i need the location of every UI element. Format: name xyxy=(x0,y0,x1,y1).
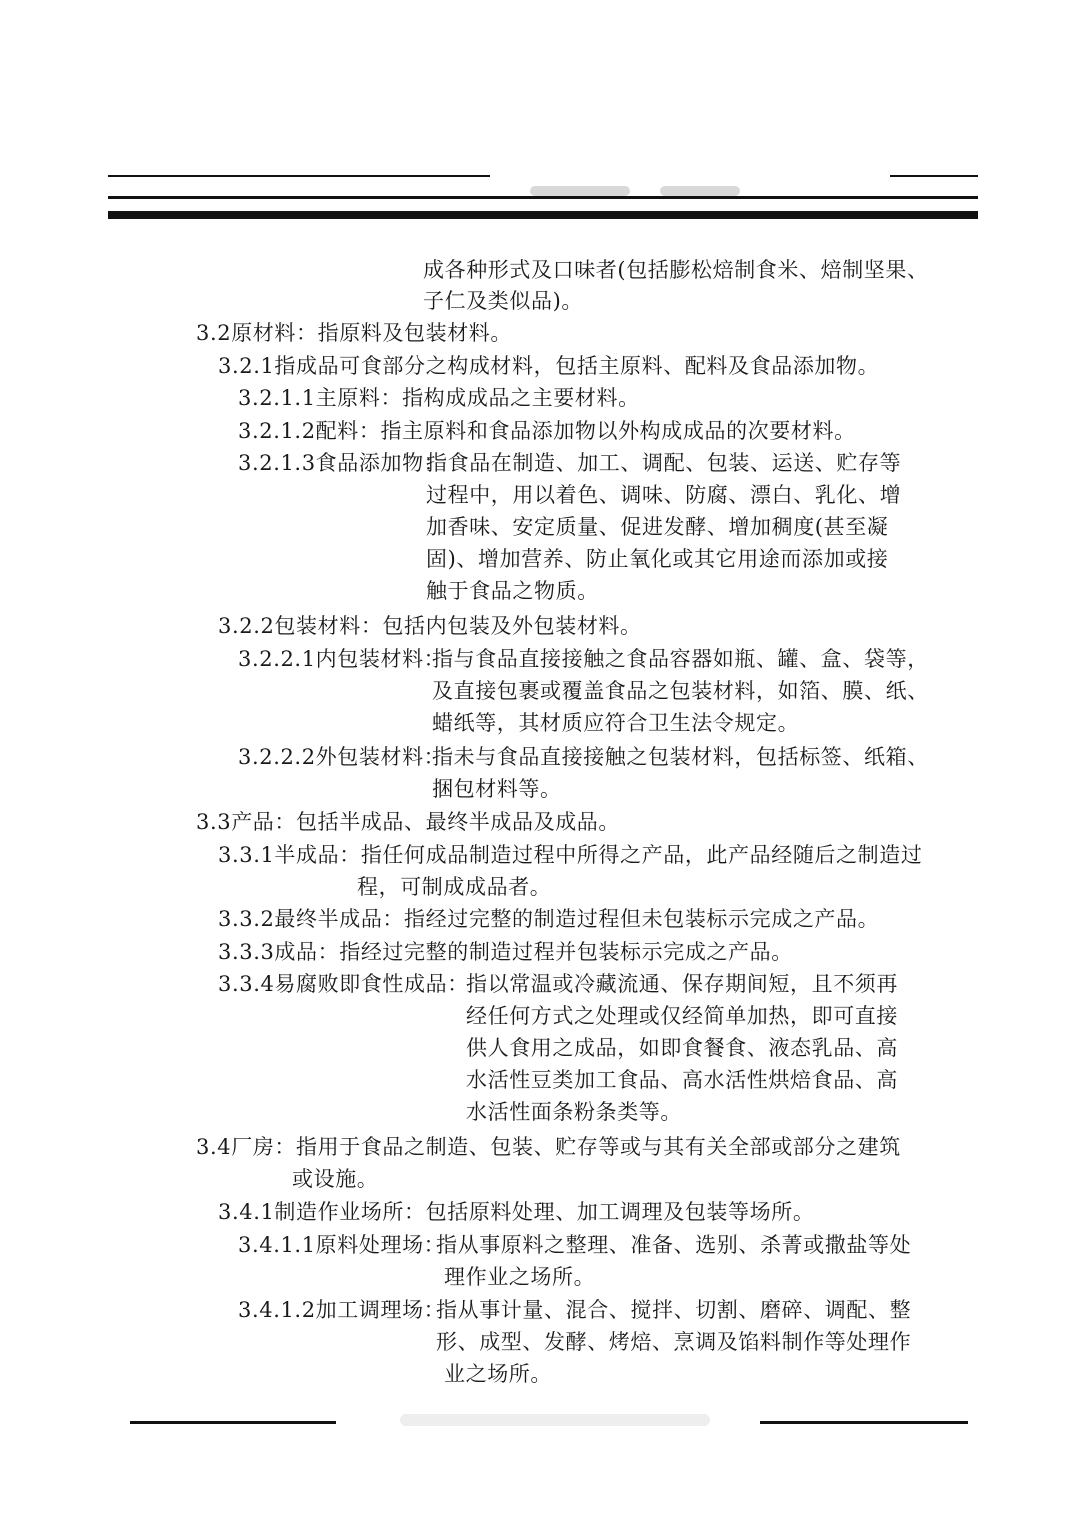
text-line: 过程中，用以着色、调味、防腐、漂白、乳化、增 xyxy=(426,483,902,507)
text-line: 固)、增加营养、防止氧化或其它用途而添加或接 xyxy=(426,547,889,571)
definition-text xyxy=(436,1294,911,1390)
text-line: 指未与食品直接接触之包装材料，包括标签、纸箱、 xyxy=(432,745,929,769)
section-3-2-1: 3.2.1指成品可食部分之构成材料，包括主原料、配料及食品添加物。 xyxy=(218,354,880,378)
section-3-2: 3.2原材料：指原料及包装材料。 xyxy=(196,321,512,345)
section-3-2-1-1: 3.2.1.1主原料：指构成成品之主要材料。 xyxy=(238,386,640,410)
definition-text xyxy=(432,643,929,739)
section-3-2-1-2: 3.2.1.2配料：指主原料和食品添加物以外构成成品的次要材料。 xyxy=(238,419,856,443)
text-line: 供人食用之成品，如即食餐食、液态乳品、高 xyxy=(466,1036,898,1060)
definition-text xyxy=(466,968,898,1128)
text-line: 指以常温或冷藏流通、保存期间短，且不须再 xyxy=(466,972,898,996)
footer-smudge xyxy=(400,1414,710,1426)
section-3-3-2: 3.3.2最终半成品：指经过完整的制造过程但未包装标示完成之产品。 xyxy=(218,907,880,931)
text-line: 或设施。 xyxy=(292,1167,379,1191)
text-line: 及直接包裹或覆盖食品之包装材料，如箔、膜、纸、 xyxy=(432,679,929,703)
text-line: 指从事原料之整理、准备、选别、杀菁或撒盐等处 xyxy=(436,1233,912,1257)
section-3-4: 3.4厂房：指用于食品之制造、包装、贮存等或与其有关全部或部分之建筑 xyxy=(196,1135,901,1159)
section-3-3-1: 3.3.1半成品：指任何成品制造过程中所得之产品，此产品经随后之制造过 xyxy=(218,843,923,867)
text-line: 水活性面条粉条类等。 xyxy=(466,1100,682,1124)
section-3-4-1: 3.4.1制造作业场所：包括原料处理、加工调理及包装等场所。 xyxy=(218,1200,815,1224)
header-rule-thick xyxy=(108,211,978,219)
text-line: 水活性豆类加工食品、高水活性烘焙食品、高 xyxy=(466,1068,898,1092)
text-line: 指与食品直接接触之食品容器如瓶、罐、盒、袋等， xyxy=(432,647,929,671)
text-line: 子仁及类似品)。 xyxy=(423,289,583,313)
section-3-2-2: 3.2.2包装材料：包括内包装及外包装材料。 xyxy=(218,614,642,638)
header-smudge xyxy=(530,186,630,196)
header-rule-thin xyxy=(108,196,978,199)
definition-text xyxy=(432,741,929,805)
section-label: 3.2.1.3食品添加物： xyxy=(238,451,446,475)
text-line: 触于食品之物质。 xyxy=(426,579,599,603)
text-line: 业之场所。 xyxy=(444,1362,552,1386)
section-3-3-3: 3.3.3成品：指经过完整的制造过程并包装标示完成之产品。 xyxy=(218,940,793,964)
section-label: 3.4.1.1原料处理场： xyxy=(238,1233,446,1257)
section-label: 3.2.2.1内包装材料： xyxy=(238,647,446,671)
definition-text xyxy=(426,447,901,607)
header-rule-right xyxy=(890,175,978,177)
text-line: 加香味、安定质量、促进发酵、增加稠度(甚至凝 xyxy=(426,515,889,539)
header-rule-left xyxy=(108,175,490,177)
section-3-2-2-2 xyxy=(238,741,929,805)
section-3-4-1-2 xyxy=(238,1294,911,1390)
section-3-3: 3.3产品：包括半成品、最终半成品及成品。 xyxy=(196,810,620,834)
definition-text xyxy=(436,1229,911,1293)
section-3-2-2-1 xyxy=(238,643,929,739)
text-line: 蜡纸等，其材质应符合卫生法令规定。 xyxy=(432,711,800,735)
text-line: 成各种形式及口味者(包括膨松焙制食米、焙制坚果、 xyxy=(423,258,929,282)
section-3-4-1-1 xyxy=(238,1229,911,1293)
section-label: 3.3.4易腐败即食性成品： xyxy=(218,972,469,996)
text-line: 程，可制成成品者。 xyxy=(357,875,552,899)
section-3-3-4 xyxy=(218,968,898,1128)
text-line: 理作业之场所。 xyxy=(444,1265,596,1289)
text-line: 指从事计量、混合、搅拌、切割、磨碎、调配、整 xyxy=(436,1298,912,1322)
text-line: 形、成型、发酵、烤焙、烹调及馅料制作等处理作 xyxy=(436,1330,912,1354)
section-label: 3.4.1.2加工调理场： xyxy=(238,1298,446,1322)
section-3-2-1-3 xyxy=(238,447,901,607)
text-line: 捆包材料等。 xyxy=(432,777,562,801)
header-smudge xyxy=(660,186,740,196)
text-line: 经任何方式之处理或仅经简单加热，即可直接 xyxy=(466,1004,898,1028)
text-line: 指食品在制造、加工、调配、包装、运送、贮存等 xyxy=(426,451,902,475)
section-label: 3.2.2.2外包装材料： xyxy=(238,745,446,769)
footer-rule-left xyxy=(130,1421,336,1424)
footer-rule-right xyxy=(760,1421,968,1424)
